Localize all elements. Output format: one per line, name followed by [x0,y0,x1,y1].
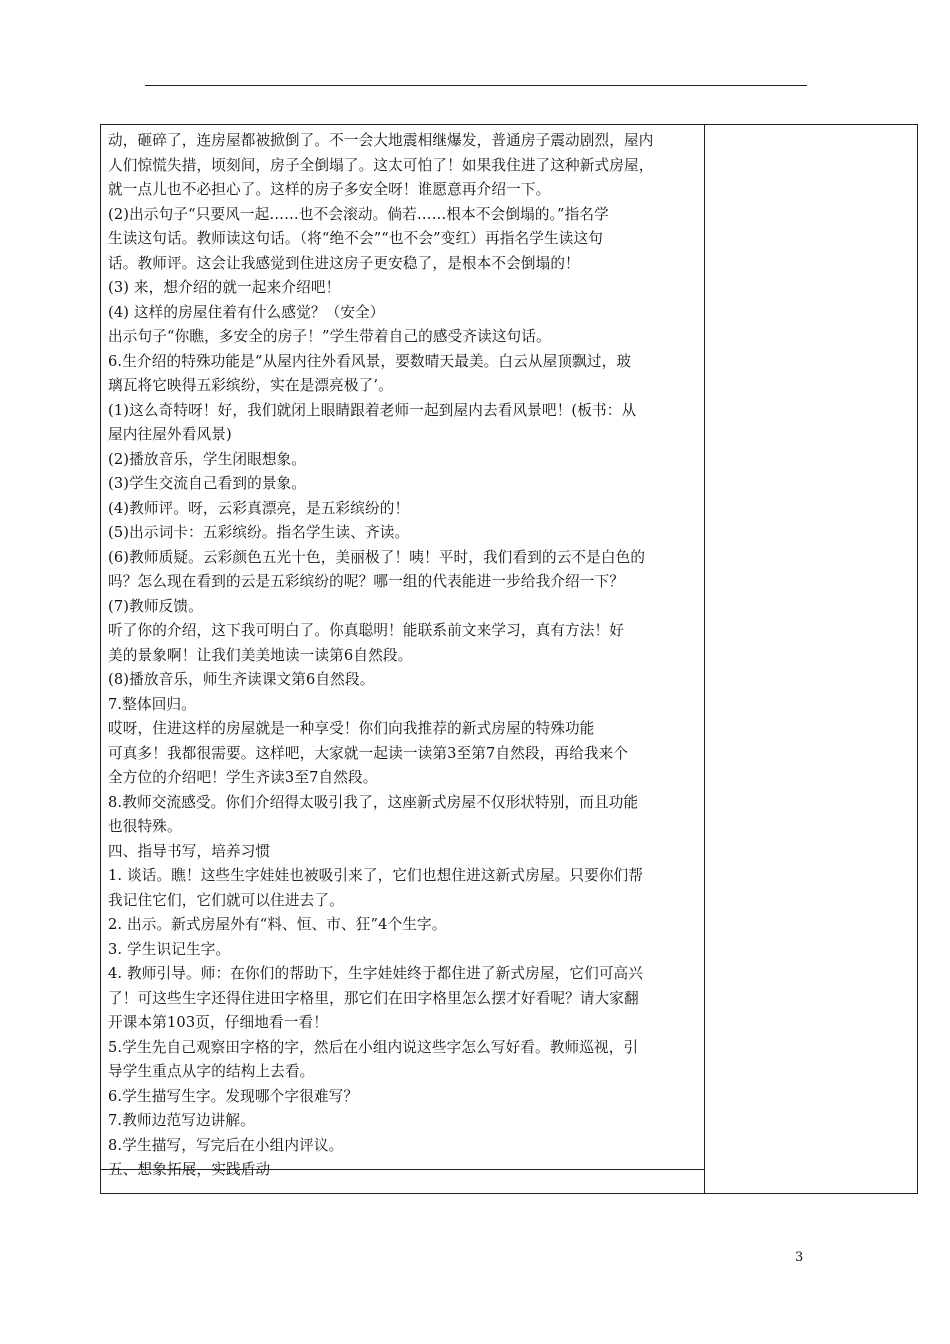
text-line: (1)这么奇特呀！好，我们就闭上眼睛跟着老师一起到屋内去看风景吧！(板书：从 [108,401,637,419]
text-line: 四、指导书写，培养习惯 [108,842,271,860]
text-line: 6.学生描写生字。发现哪个字很难写？ [108,1087,359,1105]
text-line: 8.教师交流感受。你们介绍得太吸引我了，这座新式房屋不仅形状特别，而且功能 [108,793,639,811]
text-line: 就一点儿也不必担心了。这样的房子多安全呀！谁愿意再介绍一下。 [108,181,551,198]
text-line: (4)教师评。呀，云彩真漂亮，是五彩缤纷的！ [108,499,410,517]
text-line: 五、想象拓展，实践盾动 [108,1161,271,1178]
text-line: 1. 谈话。瞧！这些生字娃娃也被吸引来了，它们也想住进这新式房屋。只要你们帮 [108,867,644,884]
text-line: 听了你的介绍，这下我可明白了。你真聪明！能联系前文来学习，真有方法！好 [108,622,625,639]
row-divider [101,1169,704,1170]
text-line: (8)播放音乐，师生齐读课文第6自然段。 [108,671,375,688]
text-line: 7.整体回归。 [108,695,196,713]
column-divider [704,125,705,1193]
text-line: 哎呀，住进这样的房屋就是一种享受！你们向我推荐的新式房屋的特殊功能 [108,720,595,737]
lesson-text-cell [108,129,700,1183]
text-line: 6.生介绍的特殊功能是“从屋内往外看风景，要数晴天最美。白云从屋顶飘过，玻 [108,352,632,370]
text-line: 璃瓦将它映得五彩缤纷，实在是漂亮极了’。 [108,377,393,394]
text-line: 话。教师评。这会让我感觉到住进这房子更安稳了，是根本不会倒塌的！ [108,254,580,272]
text-line: (5)出示词卡：五彩缤纷。指名学生读、齐读。 [108,524,410,541]
text-line: (3) 来，想介绍的就一起来介绍吧！ [108,279,341,296]
text-line: 出示句子“你瞧，多安全的房子！”学生带着自己的感受齐读这句话。 [108,328,551,345]
text-line: 导学生重点从字的结构上去看。 [108,1063,315,1080]
text-line: 可真多！我都很需要。这样吧，大家就一起读一读第3至第7自然段，再给我来个 [108,744,629,762]
text-line: 我记住它们，它们就可以住进去了。 [108,891,344,909]
text-line: 人们惊慌失措，顷刻间，房子全倒塌了。这太可怕了！如果我住进了这种新式房屋， [108,156,654,174]
text-line: 7.教师边范写边讲解。 [108,1112,255,1129]
text-line: (3)学生交流自己看到的景象。 [108,475,307,492]
page-number: 3 [795,1250,804,1265]
text-line: 5.学生先自己观察田字格的字，然后在小组内说这些字怎么写好看。教师巡视，引 [108,1038,639,1056]
lesson-plan-table [100,124,918,1194]
text-line: (7)教师反馈。 [108,597,203,615]
text-line: 美的景象啊！让我们美美地读一读第6自然段。 [108,646,413,664]
text-line: 2. 出示。新式房屋外有“料、恒、市、狂”4个生字。 [108,916,447,933]
text-line: (4) 这样的房屋住着有什么感觉？（安全） [108,303,385,321]
text-line: 8.学生描写，写完后在小组内评议。 [108,1136,344,1154]
text-line: 全方位的介绍吧！学生齐读3至7自然段。 [108,769,378,786]
text-line: 了！可这些生字还得住进田字格里，那它们在田字格里怎么摆才好看呢？请大家翻 [108,989,639,1007]
text-line: (2)播放音乐，学生闭眼想象。 [108,450,307,468]
text-line: 4. 教师引导。师：在你们的帮助下，生字娃娃终于都住进了新式房屋，它们可高兴 [108,965,644,982]
text-line: (2)出示句子“只要风一起……也不会滚动。倘若……根本不会倒塌的。”指名学 [108,205,609,223]
text-line: 屋内往屋外看风景) [108,426,232,443]
text-line: (6)教师质疑。云彩颜色五光十色，美丽极了！咦！平时，我们看到的云不是白色的 [108,548,646,566]
text-line: 吗？怎么现在看到的云是五彩缤纷的呢？哪一组的代表能进一步给我介绍一下？ [108,573,625,590]
text-line: 开课本第103页，仔细地看一看！ [108,1014,328,1031]
text-line: 生读这句话。教师读这句话。（将“绝不会”“也不会”变红）再指名学生读这句 [108,230,603,247]
text-line: 也很特殊。 [108,818,182,835]
text-line: 动，砸碎了，连房屋都被掀倒了。不一会大地震相继爆发，普通房子震动剧烈，屋内 [108,132,654,149]
text-line: 3. 学生识记生字。 [108,940,231,958]
header-rule [145,85,807,86]
